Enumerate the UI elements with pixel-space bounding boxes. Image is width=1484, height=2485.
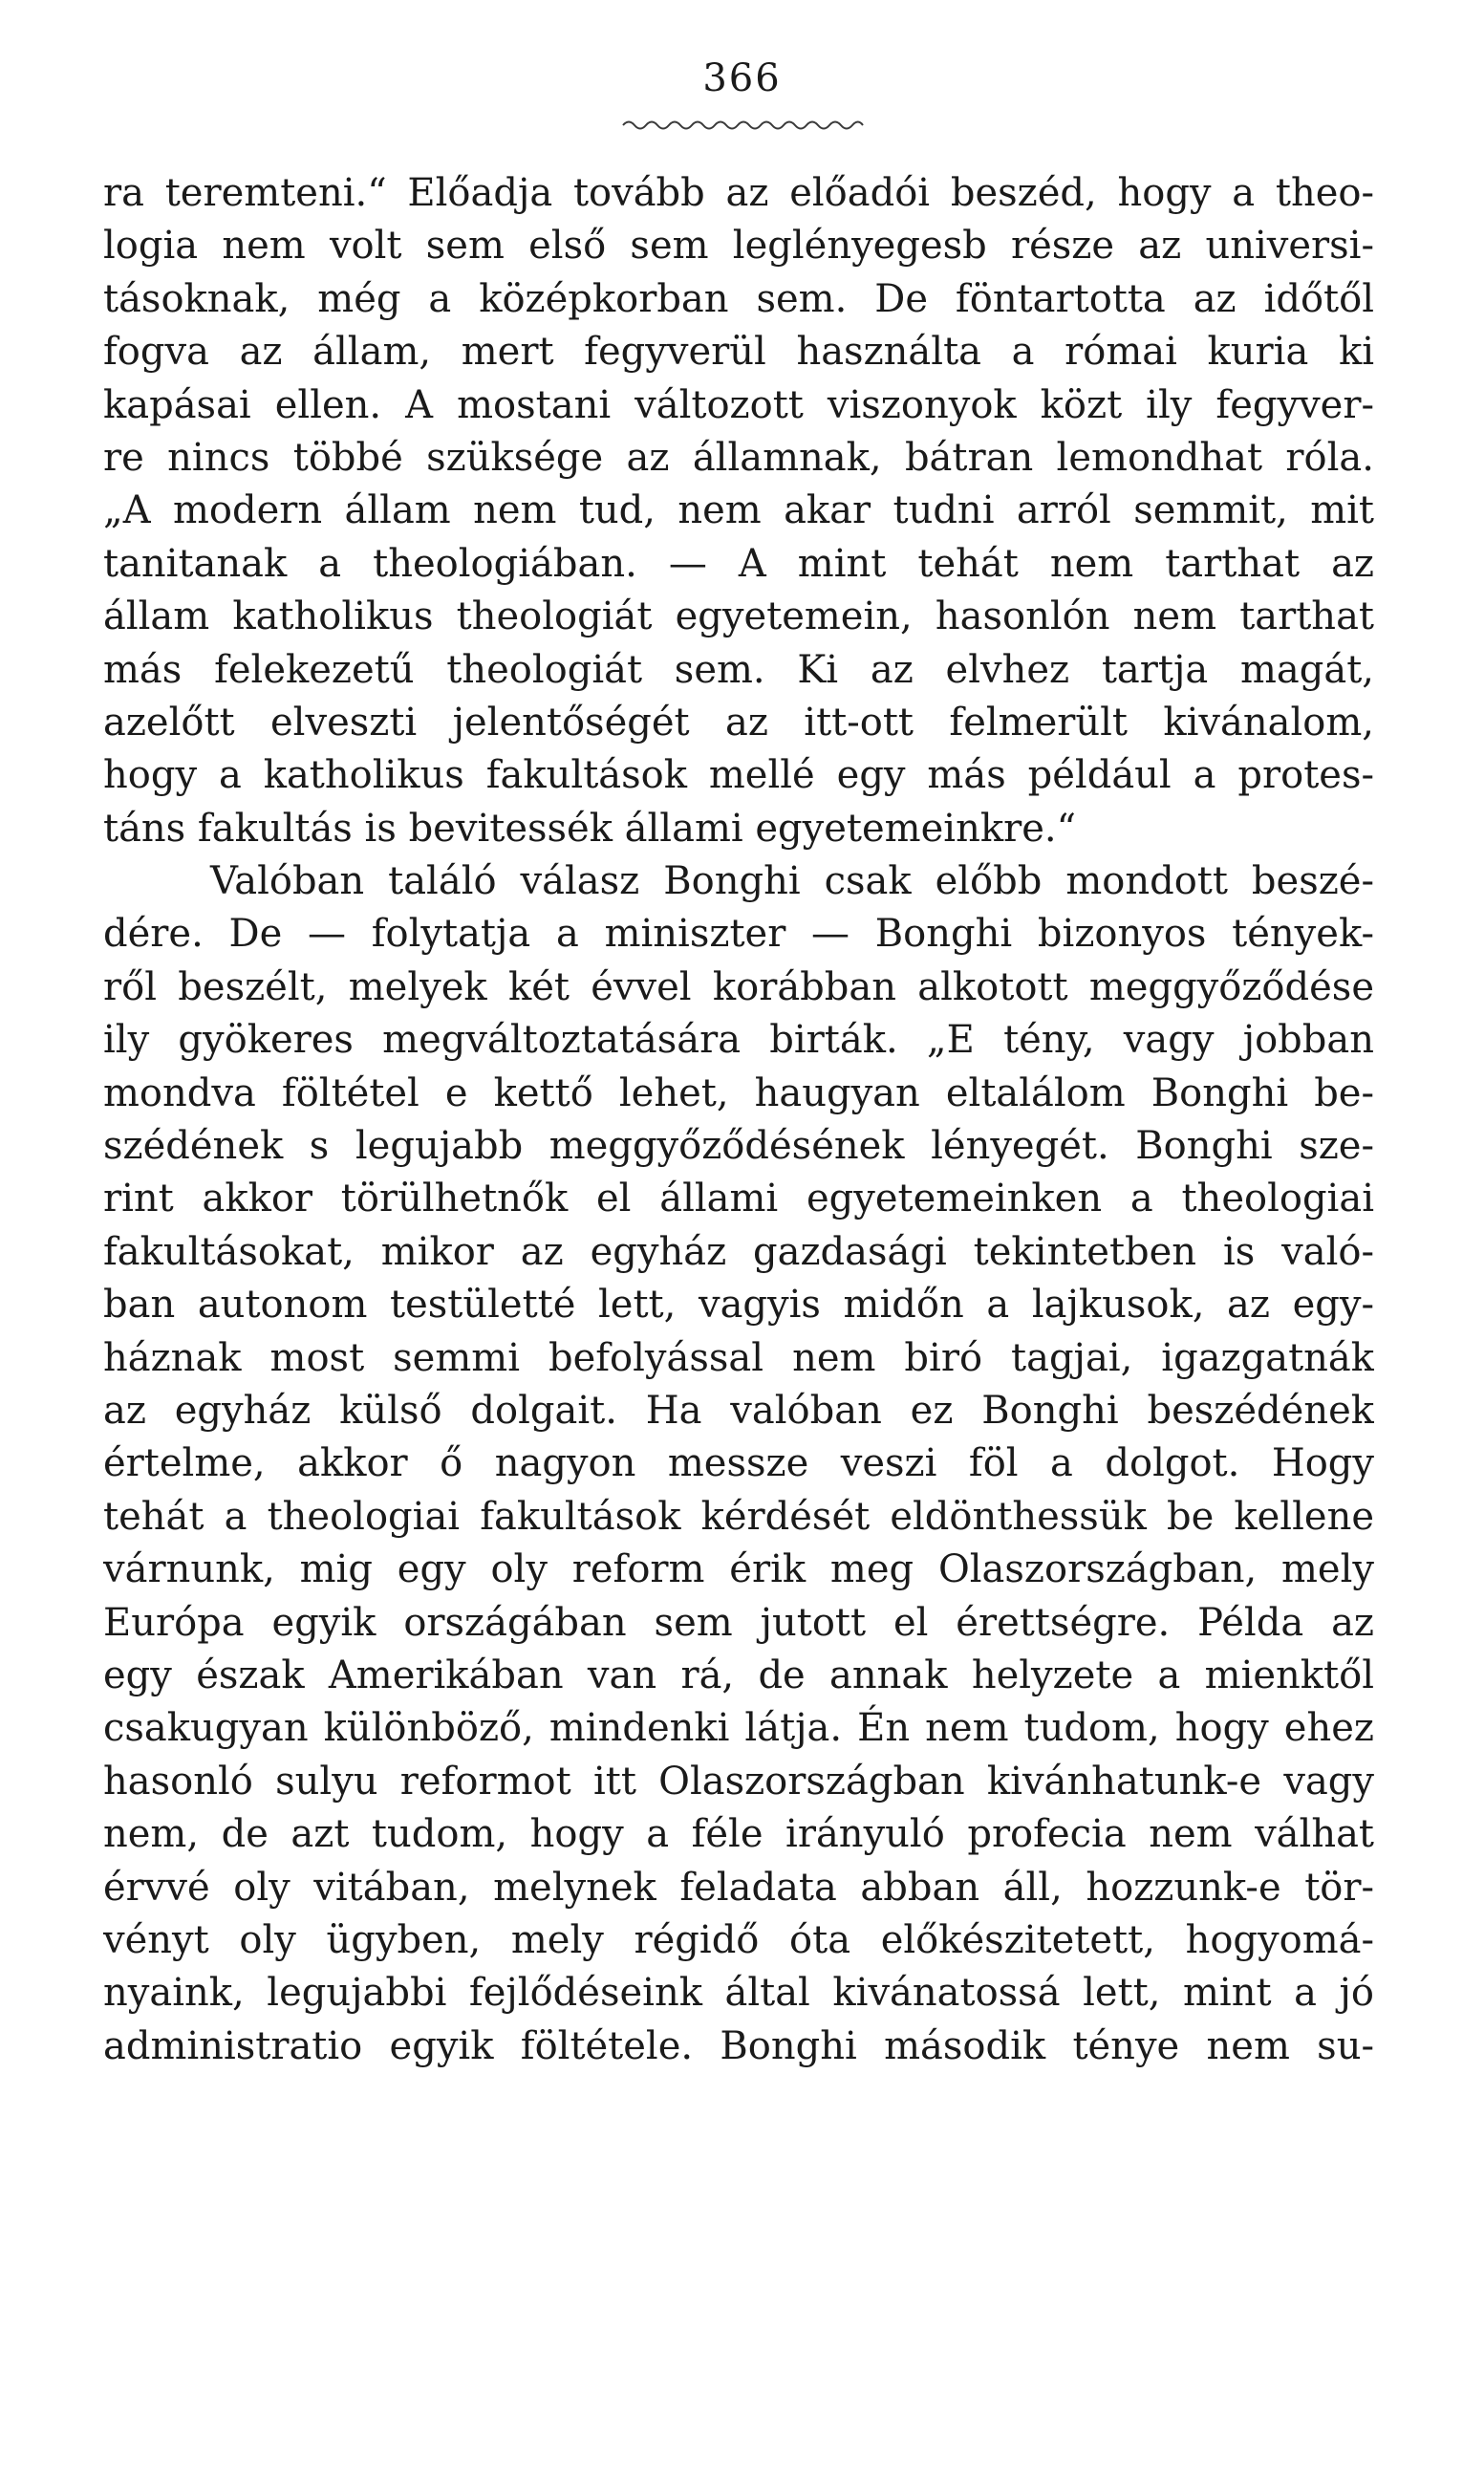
text-line: rint akkor törülhetnők el állami egyetemeinken a theologiai — [103, 1177, 1374, 1221]
text-line: csakugyan különböző, mindenki látja. Én nem tudom, hogy ehez — [103, 1706, 1374, 1751]
wavy-rule-ornament — [621, 117, 865, 134]
text-line: más felekezetű theologiát sem. Ki az elvhez tartja magát, — [103, 647, 1374, 692]
text-line: administratio egyik föltétele. Bonghi második ténye nem su- — [103, 2023, 1374, 2068]
page-number: 366 — [702, 56, 782, 100]
text-line: érvvé oly vitában, melynek feladata abban áll, hozzunk-e tör- — [103, 1865, 1374, 1910]
text-line: ban autonom testületté lett, vagyis midőn a lajkusok, az egy- — [103, 1283, 1374, 1328]
text-line: szédének s legujabb meggyőződésének lényegét. Bonghi sze- — [103, 1124, 1374, 1169]
text-line: kapásai ellen. A mostani változott viszonyok közt ily fegyver- — [103, 382, 1374, 427]
text-line: ily gyökeres megváltoztatására birták. „E tény, vagy jobban — [103, 1018, 1374, 1063]
page-header — [0, 56, 1484, 100]
text-line: fogva az állam, mert fegyverül használta a római kuria ki — [103, 330, 1374, 375]
text-line: háznak most semmi befolyással nem biró tagjai, igazgatnák — [103, 1335, 1374, 1380]
text-line: állam katholikus theologiát egyetemein, hasonlón nem tarthat — [103, 594, 1374, 639]
text-line: ről beszélt, melyek két évvel korábban alkotott meggyőződése — [103, 964, 1374, 1009]
text-line: tehát a theologiai fakultások kérdését eldönthessük be kellene — [103, 1494, 1374, 1539]
text-line: egy észak Amerikában van rá, de annak helyzete a mienktől — [103, 1653, 1374, 1697]
text-line: nyaink, legujabbi fejlődéseink által kivánatossá lett, mint a jó — [103, 1971, 1374, 2016]
text-line: várnunk, mig egy oly reform érik meg Olaszországban, mely — [103, 1547, 1374, 1592]
text-line: hogy a katholikus fakultások mellé egy más például a protes- — [103, 753, 1374, 798]
text-line: re nincs többé szüksége az államnak, bátran lemondhat róla. — [103, 435, 1374, 480]
text-line: nem, de azt tudom, hogy a féle irányuló profecia nem válhat — [103, 1812, 1374, 1857]
text-line: értelme, akkor ő nagyon messze veszi föl a dolgot. Hogy — [103, 1441, 1374, 1486]
paragraph-start-line: Valóban találó válasz Bonghi csak előbb mondott beszé- — [210, 859, 1374, 904]
text-line: vényt oly ügyben, mely régidő óta előkészitetett, hogyomá- — [103, 1917, 1374, 1962]
text-line: tásoknak, még a középkorban sem. De föntartotta az időtől — [103, 276, 1374, 321]
body-text — [103, 167, 1374, 2073]
text-line: Európa egyik országában sem jutott el érettségre. Példa az — [103, 1600, 1374, 1645]
paragraph-end-line: táns fakultás is bevitessék állami egyetemeinkre.“ — [103, 806, 1077, 851]
text-line: tanitanak a theologiában. — A mint tehát nem tarthat az — [103, 541, 1374, 586]
text-line: logia nem volt sem első sem leglényegesb része az universi- — [103, 224, 1374, 269]
text-line: az egyház külső dolgait. Ha valóban ez Bonghi beszédének — [103, 1388, 1374, 1433]
text-line: „A modern állam nem tud, nem akar tudni arról semmit, mit — [103, 488, 1374, 533]
text-line: fakultásokat, mikor az egyház gazdasági tekintetben is való- — [103, 1229, 1374, 1274]
text-line: azelőtt elveszti jelentőségét az itt-ott felmerült kivánalom, — [103, 700, 1374, 745]
text-line: hasonló sulyu reformot itt Olaszországban kivánhatunk-e vagy — [103, 1759, 1374, 1804]
text-line: dére. De — folytatja a miniszter — Bonghi bizonyos tények- — [103, 912, 1374, 957]
text-line: ra teremteni.“ Előadja tovább az előadói beszéd, hogy a theo- — [103, 171, 1374, 215]
text-line: mondva föltétel e kettő lehet, haugyan eltalálom Bonghi be- — [103, 1070, 1374, 1115]
